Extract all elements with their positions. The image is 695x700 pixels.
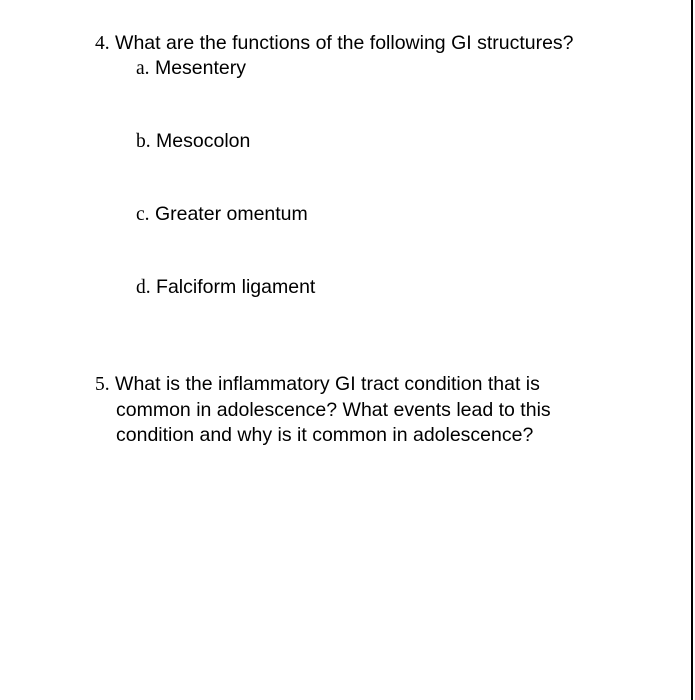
question-number: 5. [95, 374, 110, 395]
question-text-line: What is the inflammatory GI tract condition that is [115, 373, 540, 395]
sub-item-text: Falciform ligament [156, 276, 316, 298]
page-right-border [691, 0, 693, 700]
question-text: What are the functions of the following GI structures? [115, 32, 574, 54]
sub-item-letter: a. [136, 58, 150, 79]
question-text-line: common in adolescence? What events lead to this [116, 399, 551, 421]
sub-item-b [136, 130, 250, 153]
question-text-line: condition and why is it common in adolescence? [116, 424, 534, 446]
question-5-line-2 [116, 399, 551, 422]
sub-item-text: Mesentery [154, 57, 246, 79]
question-5-line-3 [116, 424, 533, 447]
sub-item-c [136, 203, 308, 226]
sub-item-text: Greater omentum [154, 203, 308, 225]
sub-item-letter: c. [136, 204, 150, 225]
sub-item-d [136, 276, 315, 299]
sub-item-letter: b. [136, 131, 151, 152]
sub-item-text: Mesocolon [156, 130, 251, 152]
question-4-line [95, 32, 574, 55]
sub-item-a [136, 57, 246, 80]
question-5-line-1 [95, 373, 540, 396]
sub-item-letter: d. [136, 277, 151, 298]
question-number: 4. [95, 33, 110, 54]
